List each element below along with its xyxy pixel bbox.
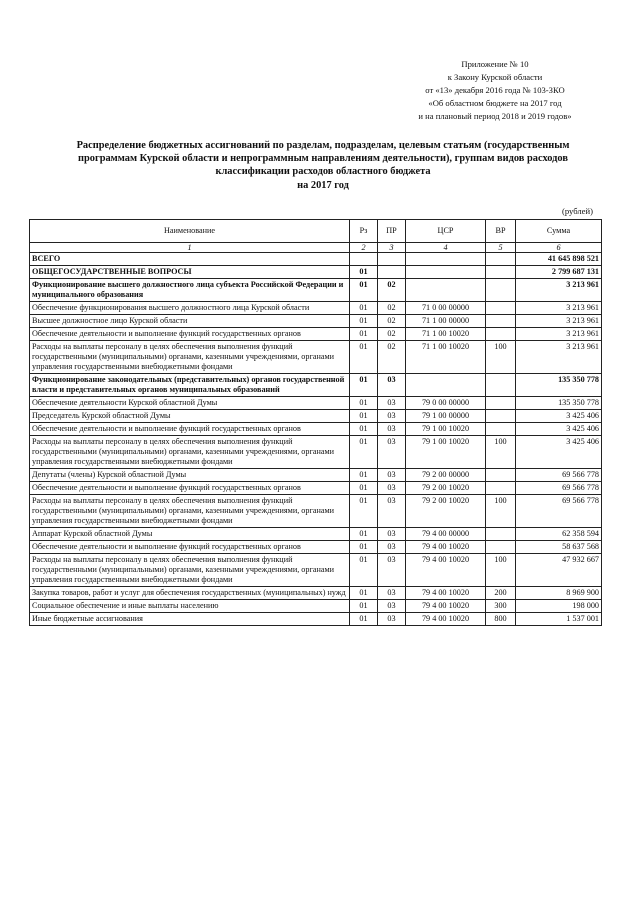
header-sum: Сумма xyxy=(516,220,602,243)
title-line: Распределение бюджетных ассигнований по разделам, подразделам, целевым статьям (государственным xyxy=(76,140,570,151)
row-pr-cell: 03 xyxy=(378,469,406,482)
table-row xyxy=(30,587,602,600)
header-name: Наименование xyxy=(30,220,350,243)
row-pr-cell: 03 xyxy=(378,587,406,600)
row-rz-cell: 01 xyxy=(350,266,378,279)
column-number: 4 xyxy=(406,243,486,253)
row-name-cell: Функционирование высшего должностного лица субъекта Российской Федерации и муниципального образования xyxy=(30,279,350,302)
row-sum-cell: 69 566 778 xyxy=(516,495,602,528)
table-row xyxy=(30,397,602,410)
row-name-cell: ОБЩЕГОСУДАРСТВЕННЫЕ ВОПРОСЫ xyxy=(30,266,350,279)
row-vr-cell: 100 xyxy=(486,495,516,528)
row-name-cell: Высшее должностное лицо Курской области xyxy=(30,315,350,328)
row-rz-cell: 01 xyxy=(350,528,378,541)
column-number: 5 xyxy=(486,243,516,253)
row-pr-cell: 02 xyxy=(378,302,406,315)
table-row xyxy=(30,253,602,266)
table-header-row xyxy=(30,220,602,243)
row-pr-cell: 03 xyxy=(378,374,406,397)
row-csr-cell: 79 1 00 10020 xyxy=(406,423,486,436)
row-sum-cell: 198 000 xyxy=(516,600,602,613)
row-rz-cell: 01 xyxy=(350,328,378,341)
table-row xyxy=(30,528,602,541)
row-rz-cell: 01 xyxy=(350,554,378,587)
row-name-cell: Расходы на выплаты персоналу в целях обеспечения выполнения функций государственными (муниципальными) органами, казенными учреждениями, органами управления государственными внебюджетными фондами xyxy=(30,495,350,528)
title-line: классификации расходов областного бюджета xyxy=(215,166,431,178)
row-csr-cell xyxy=(406,374,486,397)
header-vr: ВР xyxy=(486,220,516,243)
table-row xyxy=(30,613,602,626)
column-number: 6 xyxy=(516,243,602,253)
table-row xyxy=(30,469,602,482)
row-name-cell: Обеспечение деятельности и выполнение функций государственных органов xyxy=(30,423,350,436)
row-vr-cell xyxy=(486,397,516,410)
table-row xyxy=(30,302,602,315)
row-rz-cell: 01 xyxy=(350,587,378,600)
row-sum-cell: 2 799 687 131 xyxy=(516,266,602,279)
table-row xyxy=(30,266,602,279)
row-pr-cell xyxy=(378,266,406,279)
budget-table xyxy=(29,219,602,626)
table-row xyxy=(30,541,602,554)
table-row xyxy=(30,495,602,528)
row-rz-cell: 01 xyxy=(350,482,378,495)
row-pr-cell: 03 xyxy=(378,613,406,626)
row-name-cell: Обеспечение деятельности и выполнение функций государственных органов xyxy=(30,328,350,341)
row-vr-cell: 300 xyxy=(486,600,516,613)
row-vr-cell xyxy=(486,482,516,495)
row-name-cell: Депутаты (члены) Курской областной Думы xyxy=(30,469,350,482)
row-name-cell: Обеспечение деятельности и выполнение функций государственных органов xyxy=(30,482,350,495)
row-pr-cell: 02 xyxy=(378,279,406,302)
row-csr-cell: 79 1 00 00000 xyxy=(406,410,486,423)
row-name-cell: Социальное обеспечение и иные выплаты населению xyxy=(30,600,350,613)
table-row xyxy=(30,423,602,436)
row-sum-cell: 58 637 568 xyxy=(516,541,602,554)
column-number: 3 xyxy=(378,243,406,253)
row-vr-cell xyxy=(486,541,516,554)
row-sum-cell: 135 350 778 xyxy=(516,374,602,397)
row-pr-cell: 03 xyxy=(378,495,406,528)
row-rz-cell: 01 xyxy=(350,374,378,397)
row-vr-cell: 100 xyxy=(486,341,516,374)
appendix-block xyxy=(380,58,610,123)
title-line: программам Курской области и непрограммным направлениям деятельности), группам видов расходов xyxy=(78,153,568,165)
row-csr-cell: 71 1 00 10020 xyxy=(406,341,486,374)
row-name-cell: Расходы на выплаты персоналу в целях обеспечения выполнения функций государственными (муниципальными) органами, казенными учреждениями, органами управления государственными внебюджетными фондами xyxy=(30,436,350,469)
row-vr-cell xyxy=(486,253,516,266)
row-name-cell: Закупка товаров, работ и услуг для обеспечения государственных (муниципальных) нужд xyxy=(30,587,350,600)
row-csr-cell: 71 0 00 00000 xyxy=(406,302,486,315)
row-pr-cell: 03 xyxy=(378,436,406,469)
row-csr-cell xyxy=(406,279,486,302)
row-vr-cell: 800 xyxy=(486,613,516,626)
table-row xyxy=(30,341,602,374)
row-sum-cell: 3 213 961 xyxy=(516,341,602,374)
row-csr-cell: 79 2 00 00000 xyxy=(406,469,486,482)
column-number: 2 xyxy=(350,243,378,253)
row-vr-cell xyxy=(486,469,516,482)
row-vr-cell xyxy=(486,374,516,397)
row-sum-cell: 3 425 406 xyxy=(516,436,602,469)
appendix-line: и на плановый период 2018 и 2019 годов» xyxy=(418,111,572,121)
row-pr-cell: 03 xyxy=(378,397,406,410)
appendix-line: от «13» декабря 2016 года № 103-ЗКО xyxy=(425,85,565,95)
row-vr-cell: 100 xyxy=(486,436,516,469)
row-rz-cell: 01 xyxy=(350,341,378,374)
row-rz-cell: 01 xyxy=(350,279,378,302)
appendix-line: Приложение № 10 xyxy=(461,59,529,69)
row-vr-cell xyxy=(486,315,516,328)
row-rz-cell: 01 xyxy=(350,302,378,315)
row-name-cell: ВСЕГО xyxy=(30,253,350,266)
row-sum-cell: 3 213 961 xyxy=(516,328,602,341)
title-line: на 2017 год xyxy=(297,179,349,191)
row-rz-cell: 01 xyxy=(350,397,378,410)
row-pr-cell: 02 xyxy=(378,341,406,374)
table-row xyxy=(30,328,602,341)
row-sum-cell: 47 932 667 xyxy=(516,554,602,587)
row-pr-cell: 03 xyxy=(378,482,406,495)
row-rz-cell: 01 xyxy=(350,436,378,469)
row-pr-cell: 03 xyxy=(378,600,406,613)
table-body xyxy=(30,253,602,626)
row-csr-cell xyxy=(406,266,486,279)
row-rz-cell: 01 xyxy=(350,541,378,554)
row-csr-cell: 79 0 00 00000 xyxy=(406,397,486,410)
row-vr-cell xyxy=(486,302,516,315)
header-pr: ПР xyxy=(378,220,406,243)
row-pr-cell: 02 xyxy=(378,328,406,341)
header-csr: ЦСР xyxy=(406,220,486,243)
table-row xyxy=(30,600,602,613)
row-rz-cell: 01 xyxy=(350,495,378,528)
row-csr-cell: 79 4 00 00000 xyxy=(406,528,486,541)
row-vr-cell xyxy=(486,423,516,436)
row-csr-cell: 79 1 00 10020 xyxy=(406,436,486,469)
appendix-line: к Закону Курской области xyxy=(447,72,543,82)
row-vr-cell xyxy=(486,279,516,302)
appendix-line: «Об областном бюджете на 2017 год xyxy=(428,98,562,108)
row-vr-cell xyxy=(486,528,516,541)
row-name-cell: Расходы на выплаты персоналу в целях обеспечения выполнения функций государственными (муниципальными) органами, казенными учреждениями, органами управления государственными внебюджетными фондами xyxy=(30,341,350,374)
row-csr-cell: 79 4 00 10020 xyxy=(406,587,486,600)
row-sum-cell: 41 645 898 521 xyxy=(516,253,602,266)
row-sum-cell: 62 358 594 xyxy=(516,528,602,541)
row-name-cell: Обеспечение деятельности Курской областной Думы xyxy=(30,397,350,410)
column-number-row xyxy=(30,243,602,253)
header-rz: Рз xyxy=(350,220,378,243)
row-name-cell: Аппарат Курской областной Думы xyxy=(30,528,350,541)
row-name-cell: Обеспечение функционирования высшего должностного лица Курской области xyxy=(30,302,350,315)
row-name-cell: Обеспечение деятельности и выполнение функций государственных органов xyxy=(30,541,350,554)
row-pr-cell: 03 xyxy=(378,541,406,554)
row-rz-cell: 01 xyxy=(350,469,378,482)
row-name-cell: Функционирование законодательных (представительных) органов государственной власти и представительных органов муниципальных образований xyxy=(30,374,350,397)
row-csr-cell: 79 4 00 10020 xyxy=(406,554,486,587)
row-csr-cell: 79 4 00 10020 xyxy=(406,541,486,554)
table-row xyxy=(30,554,602,587)
table-row xyxy=(30,410,602,423)
row-name-cell: Иные бюджетные ассигнования xyxy=(30,613,350,626)
table-row xyxy=(30,436,602,469)
table-row xyxy=(30,315,602,328)
row-sum-cell: 8 969 900 xyxy=(516,587,602,600)
row-rz-cell: 01 xyxy=(350,600,378,613)
row-csr-cell: 79 4 00 10020 xyxy=(406,600,486,613)
table-row xyxy=(30,482,602,495)
row-vr-cell: 200 xyxy=(486,587,516,600)
column-number: 1 xyxy=(30,243,350,253)
row-rz-cell: 01 xyxy=(350,423,378,436)
row-rz-cell: 01 xyxy=(350,613,378,626)
row-csr-cell: 79 2 00 10020 xyxy=(406,482,486,495)
row-sum-cell: 3 425 406 xyxy=(516,423,602,436)
row-pr-cell: 03 xyxy=(378,423,406,436)
row-name-cell: Расходы на выплаты персоналу в целях обеспечения выполнения функций государственными (муниципальными) органами, казенными учреждениями, органами управления государственными внебюджетными фондами xyxy=(30,554,350,587)
document-title xyxy=(28,139,618,192)
table-row xyxy=(30,279,602,302)
row-rz-cell xyxy=(350,253,378,266)
row-vr-cell: 100 xyxy=(486,554,516,587)
row-sum-cell: 3 213 961 xyxy=(516,279,602,302)
row-sum-cell: 69 566 778 xyxy=(516,469,602,482)
row-vr-cell xyxy=(486,328,516,341)
row-name-cell: Председатель Курской областной Думы xyxy=(30,410,350,423)
row-sum-cell: 3 213 961 xyxy=(516,315,602,328)
row-rz-cell: 01 xyxy=(350,315,378,328)
row-csr-cell: 79 4 00 10020 xyxy=(406,613,486,626)
row-sum-cell: 1 537 001 xyxy=(516,613,602,626)
row-vr-cell xyxy=(486,266,516,279)
row-pr-cell: 03 xyxy=(378,528,406,541)
row-csr-cell: 71 1 00 10020 xyxy=(406,328,486,341)
row-pr-cell: 03 xyxy=(378,554,406,587)
row-csr-cell: 71 1 00 00000 xyxy=(406,315,486,328)
row-sum-cell: 3 213 961 xyxy=(516,302,602,315)
row-sum-cell: 69 566 778 xyxy=(516,482,602,495)
row-sum-cell: 3 425 406 xyxy=(516,410,602,423)
row-pr-cell: 03 xyxy=(378,410,406,423)
row-rz-cell: 01 xyxy=(350,410,378,423)
row-csr-cell: 79 2 00 10020 xyxy=(406,495,486,528)
row-vr-cell xyxy=(486,410,516,423)
units-label: (рублей) xyxy=(562,206,593,216)
table-row xyxy=(30,374,602,397)
row-pr-cell: 02 xyxy=(378,315,406,328)
row-csr-cell xyxy=(406,253,486,266)
row-pr-cell xyxy=(378,253,406,266)
row-sum-cell: 135 350 778 xyxy=(516,397,602,410)
